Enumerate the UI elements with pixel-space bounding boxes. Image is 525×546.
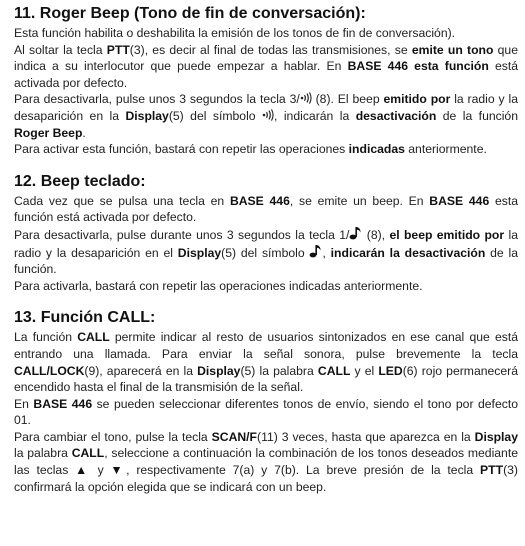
paragraph: Para cambiar el tono, pulse la tecla SCAN/F(11) 3 veces, hasta que aparezca en la Display la palabra CALL, seleccione a continuación la combinación de los tonos deseados mediante las teclas ▲ y ▼, respectivamente 7(a) y 7(b). La breve presión de la tecla PTT(3) confirmará la opción elegida que se indicará con un beep. [14,429,518,494]
paragraph: Para desactivarla, pulse unos 3 segundos la tecla 3/ (8). El beep emitido por la radio y la desaparición en la Display(5) del símbolo , indicarán la desactivación de la función Roger Beep. [14,92,518,140]
paragraph: Al soltar la tecla PTT(3), es decir al final de todas las transmisiones, se emite un tono que indica a su interlocutor que puede empezar a hablar. En BASE 446 esta función está activada por defecto. [14,42,519,90]
down-arrow-icon: ▼ [110,463,127,478]
music-note-icon [349,226,362,240]
paragraph: Para activarla, bastará con repetir las operaciones indicadas anteriormente. [14,278,423,293]
section-title: 13. Función CALL: [14,309,156,327]
up-arrow-icon: ▲ [75,463,91,478]
paragraph: La función CALL permite indicar al resto de usuarios sintonizados en ese canal que está entrando una llamada. Para enviar la señal sonora, pulse brevemente la tecla CALL/LOCK(9), aparecerá en la Display(5) la palabra CALL y el LED(6) rojo permanecerá encendido hasta el final de la transmisión de la señal. [14,330,518,395]
paragraph: Cada vez que se pulsa una tecla en BASE 446, se emite un beep. En BASE 446 esta función está activada por defecto. [14,193,519,225]
section-title: 11. Roger Beep (Tono de fin de conversación): [14,5,366,22]
section-title: 12. Beep teclado: [14,172,146,190]
manual-page [14,4,518,495]
section-roger-beep [14,4,518,158]
section-funcion-call [14,308,518,495]
sound-waves-icon [300,92,312,104]
music-note-icon [309,244,322,258]
paragraph: Esta función habilita o deshabilita la emisión de los tonos de fin de conversación). [14,26,456,40]
section-beep-teclado [14,172,518,295]
paragraph: Para desactivarla, pulse durante unos 3 segundos la tecla 1/ (8), el beep emitido por la radio y la desaparición en el Display(5) del símbolo , indicarán la desactivación de la función. [14,227,518,277]
paragraph: En BASE 446 se pueden seleccionar diferentes tonos de envío, siendo el tono por defecto 01. [14,396,518,428]
paragraph: Para activar esta función, bastará con repetir las operaciones indicadas anteriormente. [14,142,487,157]
sound-waves-icon [262,109,274,121]
